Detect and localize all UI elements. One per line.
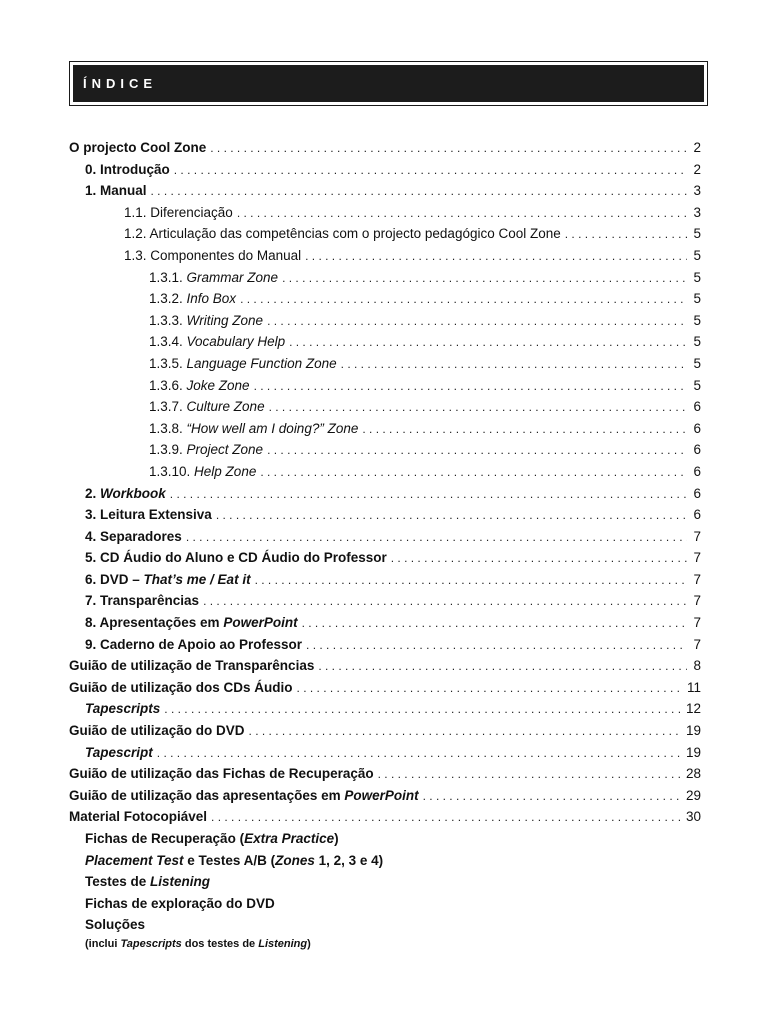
toc-page-number: 5 (693, 355, 701, 371)
text-fragment: Language Function Zone (186, 355, 337, 371)
toc-page-number: 8 (693, 658, 701, 674)
toc-entry-label (85, 504, 212, 526)
toc-page-number: 5 (693, 269, 701, 285)
toc-entry[interactable] (69, 785, 701, 807)
text-fragment: ) (307, 937, 311, 950)
text-fragment: 7. Transparências (85, 593, 200, 609)
toc-page-number: 7 (693, 593, 701, 609)
text-fragment: Testes de (85, 874, 151, 890)
text-fragment: 0. Introdução (85, 161, 170, 177)
toc-page-number: 2 (693, 140, 701, 155)
dot-leader (151, 181, 687, 203)
toc-entry-label (149, 418, 358, 440)
toc-entry-label (69, 806, 207, 828)
toc-page-number: 11 (686, 679, 701, 695)
text-fragment: 1.3.10. (149, 463, 195, 479)
toc-entry-label (69, 677, 293, 699)
toc-entry[interactable] (69, 245, 701, 267)
toc-page-number: 6 (693, 420, 701, 436)
text-fragment: Zones (275, 852, 315, 868)
toc-entry-label (124, 245, 301, 267)
text-fragment: 9. Caderno de Apoio ao Professor (85, 636, 303, 652)
dot-leader (164, 699, 682, 721)
dot-leader (423, 786, 682, 808)
toc-page-number: 12 (685, 701, 701, 717)
toc-entry[interactable] (69, 720, 701, 742)
toc-entry[interactable] (69, 439, 701, 461)
text-fragment: 6. DVD – (85, 571, 144, 587)
toc-entry[interactable] (69, 677, 701, 699)
text-fragment: Joke Zone (186, 377, 250, 393)
dot-leader (282, 268, 687, 290)
dot-leader (174, 160, 687, 182)
text-fragment: 1.3.4. (149, 334, 187, 350)
dot-leader (269, 397, 687, 419)
toc-page-number: 5 (693, 334, 701, 350)
toc-page-number: 6 (693, 507, 701, 523)
toc-entry[interactable] (69, 288, 701, 310)
toc-page-number: 7 (693, 636, 701, 652)
toc-entry[interactable] (69, 763, 701, 785)
text-fragment: 1.3.7. (149, 399, 187, 415)
toc-entry-label (85, 483, 166, 505)
toc-entry[interactable] (69, 547, 701, 569)
toc-entry-label (85, 698, 160, 720)
material-item (69, 871, 701, 893)
toc-entry-label (124, 202, 233, 224)
toc-page-number: 30 (685, 809, 701, 825)
material-item-label (85, 828, 339, 850)
toc-page-number: 5 (693, 291, 701, 307)
text-fragment: dos testes de (181, 937, 259, 950)
toc-entry-label (85, 159, 170, 181)
text-fragment: Material Fotocopiável (69, 809, 208, 825)
toc-entry-label (149, 288, 236, 310)
material-item (69, 893, 701, 915)
text-fragment: That’s me / Eat it (143, 571, 251, 587)
dot-leader (260, 462, 687, 484)
text-fragment: 1.3.3. (149, 312, 187, 328)
text-fragment: Info Box (186, 291, 237, 307)
toc-entry-label (85, 569, 251, 591)
text-fragment: Help Zone (194, 463, 257, 479)
toc-entry-label (124, 223, 561, 245)
toc-entry-label (149, 267, 278, 289)
toc-entry[interactable] (69, 461, 701, 483)
toc-entry[interactable] (69, 223, 701, 245)
toc-entry-label (85, 526, 182, 548)
toc-entry-label (85, 634, 302, 656)
text-fragment: Guião de utilização do DVD (69, 723, 245, 739)
text-fragment: 1. Manual (85, 183, 147, 199)
toc-page-number: 28 (685, 766, 701, 782)
text-fragment: 1.3.8. (149, 420, 187, 436)
toc-entry-label (69, 137, 206, 159)
toc-page-number: 3 (693, 183, 701, 199)
dot-leader (378, 764, 682, 786)
text-fragment: 1.3. Componentes do Manual (124, 247, 302, 263)
text-fragment: 1.3.9. (149, 442, 187, 458)
toc-entry-label (69, 655, 314, 677)
toc-page-number: 5 (693, 377, 701, 393)
dot-leader (565, 224, 687, 246)
text-fragment: e Testes A/B ( (183, 852, 276, 868)
toc-page-number: 7 (693, 615, 701, 631)
toc-entry-label (149, 396, 265, 418)
text-fragment: ) (334, 831, 339, 846)
toc-entry[interactable] (69, 418, 701, 440)
dot-leader (203, 591, 687, 613)
toc-entry-label (69, 720, 245, 742)
dot-leader (211, 807, 682, 829)
toc-entry[interactable] (69, 655, 701, 677)
text-fragment: 1, 2, 3 e 4) (314, 852, 384, 868)
dot-leader (216, 505, 687, 527)
material-item-label (85, 871, 210, 893)
dot-leader (267, 311, 687, 333)
dot-leader (391, 548, 687, 570)
index-header-bar (73, 65, 704, 102)
toc-entry[interactable] (69, 137, 701, 159)
toc-entry[interactable] (69, 202, 701, 224)
dot-leader (306, 635, 687, 657)
index-header (69, 61, 708, 106)
dot-leader (255, 570, 687, 592)
text-fragment: PowerPoint (344, 787, 419, 803)
text-fragment: Writing Zone (186, 312, 264, 328)
text-fragment: Tapescripts (85, 701, 161, 717)
text-fragment: 1.1. Diferenciação (124, 204, 233, 220)
text-fragment: 1.2. Articulação das competências com o projecto pedagógico Cool Zone (124, 226, 561, 242)
text-fragment: Extra Practice (244, 831, 335, 846)
toc-entry[interactable] (69, 590, 701, 612)
text-fragment: 1.3.2. (149, 291, 187, 307)
toc-entry[interactable] (69, 634, 701, 656)
toc-entry[interactable] (69, 806, 701, 828)
toc-page-number: 29 (685, 787, 701, 803)
toc-page-number: 7 (693, 571, 701, 587)
toc-entry-label (85, 547, 387, 569)
toc-entry[interactable] (69, 504, 701, 526)
text-fragment: 5. CD Áudio do Aluno e CD Áudio do Professor (85, 550, 387, 566)
dot-leader (362, 419, 687, 441)
material-item (69, 914, 701, 936)
toc-page-number: 7 (693, 528, 701, 544)
toc-page-number: 7 (693, 550, 701, 566)
toc-entry-label (69, 785, 419, 807)
toc-entry-label (149, 353, 337, 375)
text-fragment: Grammar Zone (186, 269, 279, 285)
toc-entry[interactable] (69, 483, 701, 505)
toc-entry-label (149, 331, 285, 353)
toc-entry-label (149, 461, 256, 483)
text-fragment: Project Zone (186, 442, 264, 458)
text-fragment: Culture Zone (186, 399, 265, 415)
toc-page-number: 6 (693, 399, 701, 415)
text-fragment: PowerPoint (223, 615, 298, 631)
text-fragment: 3. Leitura Extensiva (85, 507, 212, 523)
text-fragment: Listening (258, 937, 308, 950)
dot-leader (240, 289, 687, 311)
text-fragment: 1.3.1. (149, 269, 187, 285)
text-fragment: 4. Separadores (85, 528, 182, 544)
text-fragment: Tapescript (85, 744, 153, 760)
toc-page-number: 6 (693, 463, 701, 479)
dot-leader (305, 246, 687, 268)
text-fragment: Workbook (100, 485, 166, 501)
material-item-label (85, 850, 383, 872)
toc-page-number: 6 (693, 442, 701, 458)
dot-leader (249, 721, 682, 743)
material-item (69, 828, 701, 850)
dot-leader (297, 678, 683, 700)
toc-page-number: 19 (685, 723, 701, 739)
dot-leader (267, 440, 687, 462)
text-fragment: 8. Apresentações em (85, 615, 224, 631)
text-fragment: Soluções (85, 917, 146, 933)
toc-entry-label (149, 375, 250, 397)
dot-leader (289, 332, 687, 354)
text-fragment: 1.3.5. (149, 355, 187, 371)
toc-entry[interactable] (69, 569, 701, 591)
dot-leader (237, 203, 687, 225)
toc-page-number: 2 (693, 161, 701, 177)
toc-entry-label (149, 439, 263, 461)
toc-entry[interactable] (69, 310, 701, 332)
toc-entry[interactable] (69, 180, 701, 202)
dot-leader (170, 484, 687, 506)
text-fragment: Listening (150, 874, 211, 890)
toc-page-number: 5 (693, 312, 701, 328)
dot-leader (318, 656, 687, 678)
table-of-contents (69, 137, 701, 952)
toc-entry-label (149, 310, 263, 332)
toc-page-number: 5 (693, 226, 701, 242)
solutions-note (69, 936, 701, 952)
toc-entry[interactable] (69, 612, 701, 634)
toc-entry[interactable] (69, 526, 701, 548)
toc-entry[interactable] (69, 742, 701, 764)
toc-entry-label (85, 742, 153, 764)
text-fragment: “How well am I doing?” Zone (186, 420, 359, 436)
text-fragment: Fichas de exploração do DVD (85, 895, 275, 911)
toc-page-number: 3 (693, 204, 701, 220)
material-item-label (85, 893, 275, 915)
text-fragment: 2. (85, 485, 101, 501)
dot-leader (341, 354, 687, 376)
dot-leader (302, 613, 687, 635)
toc-page-number: 19 (685, 744, 701, 760)
text-fragment: Guião de utilização dos CDs Áudio (69, 679, 293, 695)
text-fragment: Guião de utilização das apresentações em (69, 787, 345, 803)
text-fragment: O projecto Cool Zone (69, 140, 207, 155)
text-fragment: Guião de utilização de Transparências (69, 658, 315, 674)
text-fragment: Fichas de Recuperação ( (85, 831, 245, 846)
toc-entry-label (85, 590, 199, 612)
toc-entry[interactable] (69, 396, 701, 418)
toc-entry[interactable] (69, 267, 701, 289)
toc-page-number: 5 (693, 247, 701, 263)
toc-entry-label (69, 763, 374, 785)
dot-leader (210, 138, 687, 160)
material-item-label (85, 914, 145, 936)
dot-leader (254, 376, 687, 398)
toc-entry-label (85, 612, 298, 634)
text-fragment: 1.3.6. (149, 377, 187, 393)
dot-leader (186, 527, 687, 549)
material-item (69, 850, 701, 872)
text-fragment: (inclui (85, 937, 121, 950)
text-fragment: Tapescripts (120, 937, 182, 950)
toc-entry[interactable] (69, 375, 701, 397)
toc-entry-label (85, 180, 147, 202)
toc-entry[interactable] (69, 159, 701, 181)
text-fragment: Guião de utilização das Fichas de Recuperação (69, 766, 374, 782)
toc-entry[interactable] (69, 331, 701, 353)
text-fragment: Vocabulary Help (186, 334, 286, 350)
toc-entry[interactable] (69, 698, 701, 720)
index-title: ÍNDICE (83, 76, 158, 91)
toc-entry[interactable] (69, 353, 701, 375)
dot-leader (157, 743, 682, 765)
toc-page-number: 6 (693, 485, 701, 501)
text-fragment: Placement Test (85, 852, 184, 868)
